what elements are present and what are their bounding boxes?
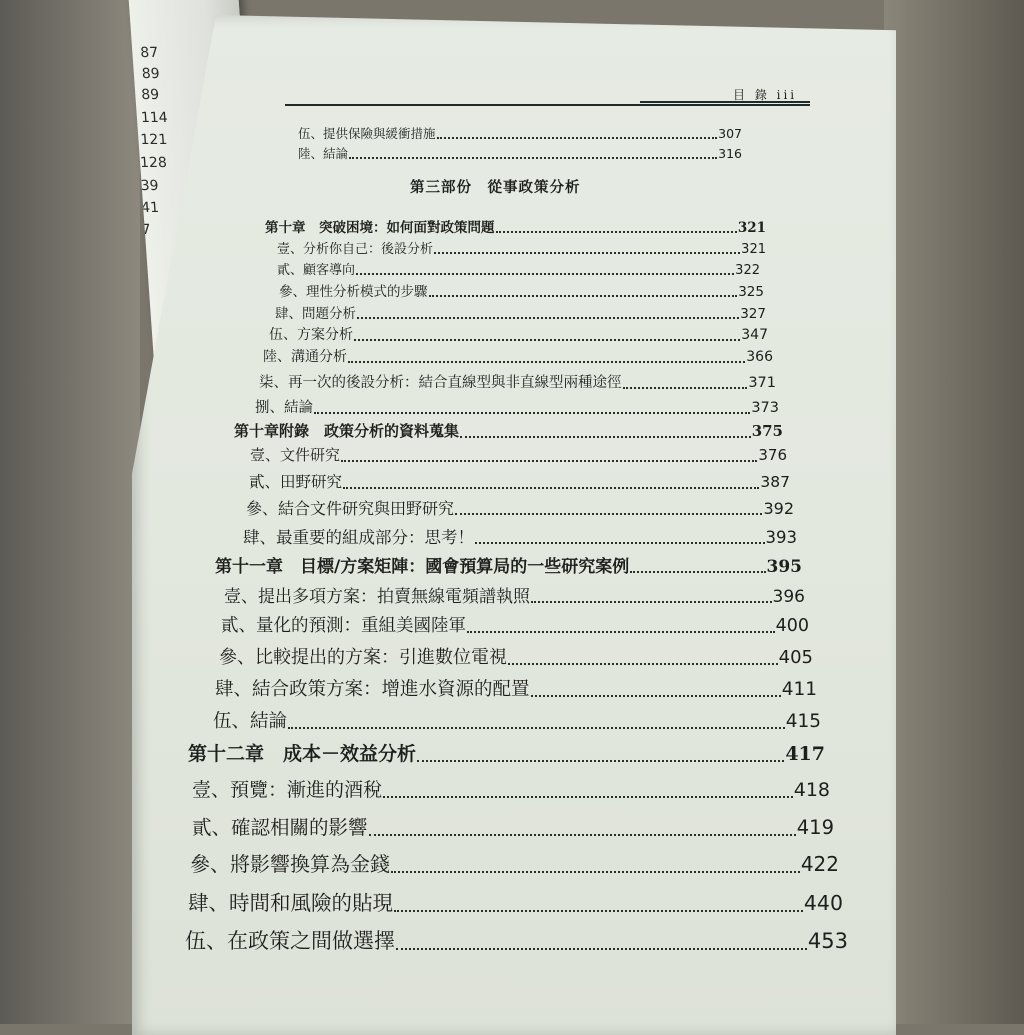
toc-page-number: 422 — [800, 852, 839, 876]
dot-leader — [349, 149, 717, 160]
toc-entry-title: 貳、田野研究 — [249, 473, 343, 491]
dot-leader — [429, 286, 738, 297]
toc-section-entry — [188, 886, 843, 916]
toc-entry-title: 肆、結合政策方案：增進水資源的配置 — [215, 679, 530, 700]
toc-section-entry — [263, 346, 773, 366]
toc-page-number: 366 — [746, 349, 773, 365]
toc-page-number: 327 — [740, 306, 766, 322]
toc-entry-title: 伍、方案分析 — [269, 327, 353, 343]
toc-entry-title: 第十二章 成本－效益分析 — [188, 743, 417, 765]
toc-entry-title: 肆、時間和風險的貼現 — [188, 891, 393, 915]
dot-leader — [341, 449, 757, 462]
toc-entry-title: 參、理性分析模式的步驟 — [279, 284, 428, 300]
dot-leader — [356, 264, 734, 275]
dot-leader — [348, 351, 745, 363]
toc-page-number: 375 — [751, 422, 783, 440]
toc-page-number: 321 — [741, 242, 766, 257]
left-page-number: 41 — [140, 200, 160, 216]
dot-leader — [531, 682, 781, 697]
left-page-number: 39 — [140, 178, 160, 194]
dot-leader — [417, 747, 784, 762]
toc-page-number: 415 — [785, 711, 821, 732]
left-page-number: 128 — [139, 155, 168, 171]
dot-leader — [623, 377, 748, 389]
toc-entry-title: 陸、溝通分析 — [263, 349, 347, 365]
dot-leader — [508, 650, 778, 665]
dot-leader — [391, 857, 800, 873]
toc-section-entry — [279, 280, 764, 300]
toc-section-entry — [269, 324, 768, 344]
dot-leader — [314, 402, 750, 414]
left-page-number: 89 — [140, 87, 160, 103]
toc-section-entry — [224, 582, 805, 607]
toc-entry-title: 壹、分析你自己：後設分析 — [277, 242, 434, 257]
dot-leader — [383, 783, 793, 798]
toc-entry-title: 伍、結論 — [213, 711, 288, 732]
dot-leader — [455, 502, 762, 515]
left-page-number: 89 — [141, 66, 161, 82]
toc-section-entry — [259, 371, 776, 392]
toc-page-number: 325 — [738, 284, 764, 300]
toc-section-entry — [221, 612, 809, 637]
toc-section-entry — [275, 302, 766, 322]
toc-section-entry — [250, 444, 787, 465]
dot-leader — [396, 934, 807, 951]
toc-page-number: 405 — [778, 647, 813, 668]
toc-chapter-entry — [188, 739, 825, 766]
toc-section-entry — [192, 775, 830, 802]
toc-section-entry — [190, 848, 839, 877]
toc-page-number: 400 — [775, 616, 809, 636]
toc-page-number: 396 — [772, 587, 805, 607]
toc-page-number: 321 — [737, 220, 766, 236]
toc-entry-title: 伍、在政策之間做選擇 — [185, 929, 395, 953]
dot-leader — [496, 222, 737, 233]
toc-page-number: 453 — [807, 929, 848, 953]
toc-section-entry — [249, 470, 790, 492]
left-page-number: 87 — [139, 45, 159, 61]
dot-leader — [467, 619, 775, 633]
toc-page-number: 316 — [718, 146, 742, 161]
toc-section-entry — [213, 707, 821, 733]
dot-leader — [437, 129, 718, 140]
toc-entry-title: 柒、再一次的後設分析：結合直線型與非直線型兩種途徑 — [259, 375, 622, 391]
toc-page-number: 373 — [751, 400, 779, 416]
toc-entry-title: 貳、量化的預測：重組美國陸軍 — [221, 616, 466, 636]
part-title: 第三部份 從事政策分析 — [410, 179, 581, 196]
toc-section-entry — [277, 259, 760, 278]
toc-chapter-entry — [234, 420, 783, 441]
background-right — [884, 0, 1024, 1024]
toc-page-number: 307 — [718, 126, 742, 141]
toc-entry-title: 伍、提供保險與緩衝措施 — [298, 126, 436, 141]
toc-page-number: 418 — [793, 779, 830, 801]
toc-section-entry — [215, 675, 817, 701]
toc-entry-title: 貳、顧客導向 — [277, 263, 356, 278]
toc-page-number: 417 — [785, 743, 825, 765]
toc-section-entry — [298, 144, 742, 162]
left-page-number: 114 — [140, 110, 169, 126]
toc-section-entry — [219, 643, 813, 669]
toc-entry-title: 第十一章 目標/方案矩陣：國會預算局的一些研究案例 — [215, 557, 630, 577]
dot-leader — [354, 329, 740, 341]
toc-entry-title: 肆、問題分析 — [275, 306, 356, 322]
page-header: 目 錄 iii — [733, 88, 798, 102]
toc-entry-title: 壹、文件研究 — [250, 446, 341, 464]
toc-page-number: 322 — [735, 263, 760, 278]
toc-entry-title: 參、結合文件研究與田野研究 — [246, 499, 455, 518]
dot-leader — [369, 820, 796, 836]
left-page-number: 7 — [141, 222, 152, 238]
toc-entry-title: 第十章附錄 政策分析的資料蒐集 — [234, 422, 460, 440]
toc-chapter-entry — [265, 216, 766, 236]
toc-page-number: 419 — [796, 816, 834, 839]
toc-entry-title: 第十章 突破困境：如何面對政策問題 — [265, 220, 495, 236]
toc-page-number: 376 — [758, 446, 787, 464]
dot-leader — [434, 243, 740, 254]
toc-entry-title: 貳、確認相關的影響 — [192, 816, 368, 839]
toc-page-number: 392 — [763, 499, 794, 518]
toc-page-number: 371 — [748, 375, 776, 391]
dot-leader — [288, 714, 785, 729]
toc-entry-title: 捌、結論 — [255, 400, 313, 416]
dot-leader — [531, 589, 772, 603]
toc-section-entry — [243, 524, 797, 548]
toc-section-entry — [277, 238, 766, 257]
toc-section-entry — [255, 396, 779, 417]
toc-page-number: 411 — [781, 679, 817, 700]
toc-entry-title: 肆、最重要的組成部分：思考！ — [243, 528, 474, 547]
toc-entry-title: 陸、結論 — [298, 146, 349, 161]
toc-page-number: 393 — [765, 528, 797, 547]
toc-entry-title: 壹、提出多項方案：拍賣無線電頻譜執照 — [224, 587, 530, 607]
toc-entry-title: 參、比較提出的方案：引進數位電視 — [219, 647, 507, 668]
toc-page-number: 395 — [766, 557, 802, 577]
toc-entry-title: 壹、預覽：漸進的酒稅 — [192, 779, 383, 801]
left-page-number: 121 — [139, 132, 168, 148]
dot-leader — [394, 895, 803, 911]
dot-leader — [630, 559, 765, 573]
toc-section-entry — [298, 124, 742, 142]
toc-page-number: 387 — [760, 473, 790, 491]
toc-chapter-entry — [215, 552, 802, 577]
dot-leader — [343, 476, 759, 489]
toc-page-number: 440 — [803, 891, 843, 915]
dot-leader — [357, 308, 739, 319]
toc-section-entry — [192, 812, 834, 840]
toc-section-entry — [246, 496, 794, 519]
toc-entry-title: 參、將影響換算為金錢 — [190, 852, 390, 876]
toc-section-entry — [185, 925, 848, 955]
background-left — [0, 0, 140, 1024]
dot-leader — [460, 425, 751, 438]
dot-leader — [475, 531, 765, 545]
toc-page-number: 347 — [741, 327, 768, 343]
header-rule — [285, 104, 810, 106]
